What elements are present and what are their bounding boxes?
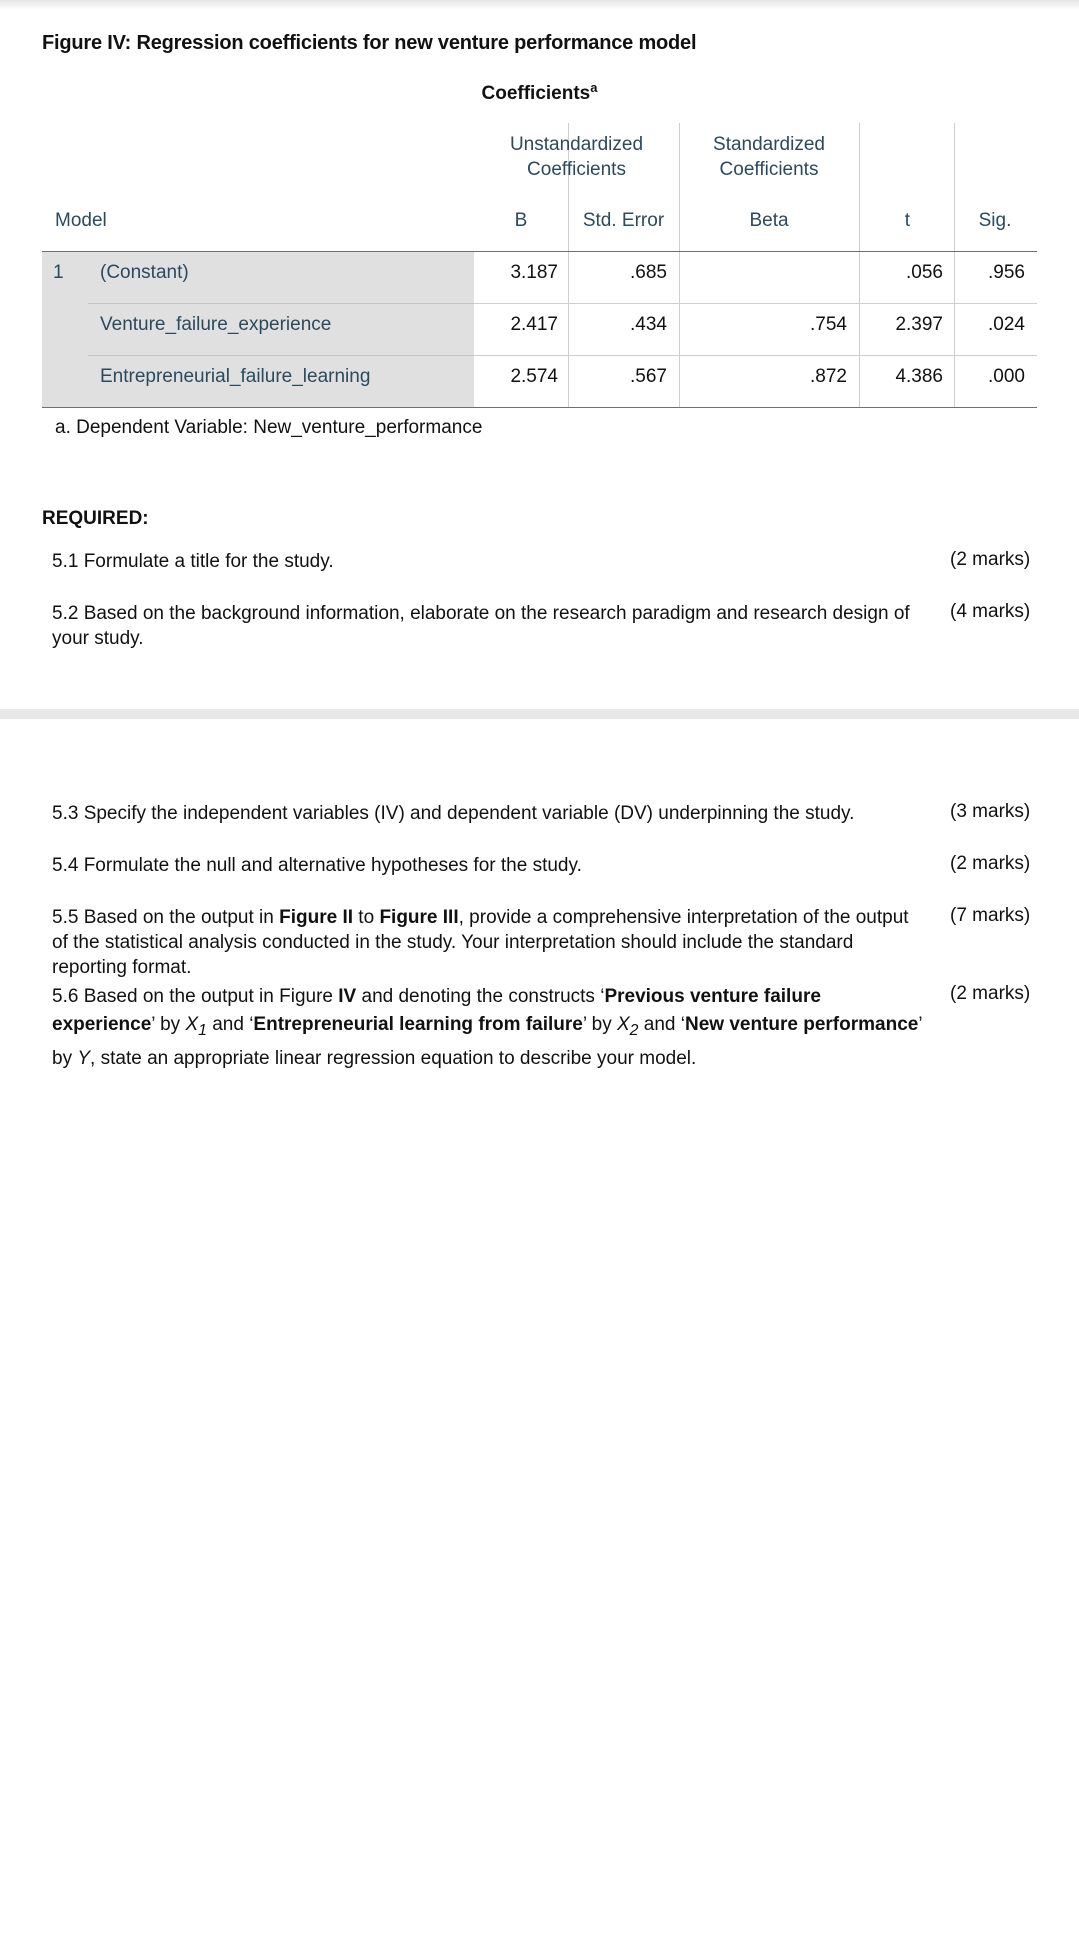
cell-sig: .956 <box>988 262 1025 283</box>
table-bottom-rule <box>42 407 1037 408</box>
header-t: t <box>904 210 910 231</box>
header-model: Model <box>55 210 107 231</box>
header-unstandardized: Unstandardized Coefficients <box>509 134 644 180</box>
row-divider <box>88 355 474 356</box>
row-label: Venture_failure_experience <box>100 314 332 335</box>
question-5-5: 5.5 Based on the output in Figure II to Figure III, provide a comprehensive interpretation of the output of the statistical analysis conducted in the study. Your interpretation should include the standard reporting format. <box>52 907 909 978</box>
header-sig: Sig. <box>978 210 1012 231</box>
row-divider <box>474 355 1037 356</box>
cell-b: 2.417 <box>510 314 558 335</box>
marks-5-3: (3 marks) <box>950 801 1031 822</box>
cell-t: 4.386 <box>895 366 943 387</box>
table-title: Coefficients$^a$ <box>481 80 598 105</box>
question-5-4: 5.4 Formulate the null and alternative hypotheses for the study. <box>52 855 582 876</box>
cell-beta: .754 <box>810 314 847 335</box>
cell-se: .685 <box>630 262 667 283</box>
row-divider <box>88 303 474 304</box>
page-break <box>0 709 1079 719</box>
marks-5-5: (7 marks) <box>950 905 1031 926</box>
row-divider <box>474 303 1037 304</box>
marks-5-4: (2 marks) <box>950 853 1031 874</box>
cell-b: 2.574 <box>510 366 558 387</box>
cell-se: .434 <box>630 314 667 335</box>
question-5-3: 5.3 Specify the independent variables (IV) and dependent variable (DV) underpinning the study. <box>52 803 855 824</box>
marks-5-6: (2 marks) <box>950 983 1031 1004</box>
header-std-error: Std. Error <box>582 210 665 231</box>
header-standardized: Standardized Coefficients <box>713 134 825 180</box>
marks-5-2: (4 marks) <box>950 601 1031 622</box>
cell-beta: .872 <box>810 366 847 387</box>
cell-t: 2.397 <box>895 314 943 335</box>
row-label: (Constant) <box>100 262 189 283</box>
header-beta: Beta <box>749 210 789 231</box>
model-number: 1 <box>53 262 64 283</box>
top-shadow <box>0 0 1079 10</box>
row-label: Entrepreneurial_failure_learning <box>100 366 371 387</box>
table-footnote: a. Dependent Variable: New_venture_performance <box>55 417 483 438</box>
cell-sig: .024 <box>988 314 1025 335</box>
figure-title: Figure IV: Regression coefficients for new venture performance model <box>42 32 697 54</box>
cell-sig: .000 <box>988 366 1025 387</box>
marks-5-1: (2 marks) <box>950 549 1031 570</box>
question-5-2: 5.2 Based on the background information, elaborate on the research paradigm and research design of your study. <box>52 603 910 649</box>
required-heading: REQUIRED: <box>42 508 149 529</box>
question-5-6: 5.6 Based on the output in Figure IV and denoting the constructs ‘Previous venture failure experience’ by $X_1$ and ‘Entrepreneurial learning from failure’ by $X_2$ and ‘New venture performance’ by Y, state an appropriate linear regression equation to describe your model. <box>52 986 922 1069</box>
cell-b: 3.187 <box>510 262 558 283</box>
header-b: B <box>514 210 528 231</box>
header-rule <box>42 251 1037 252</box>
cell-se: .567 <box>630 366 667 387</box>
question-5-1: 5.1 Formulate a title for the study. <box>52 551 334 572</box>
cell-t: .056 <box>906 262 943 283</box>
